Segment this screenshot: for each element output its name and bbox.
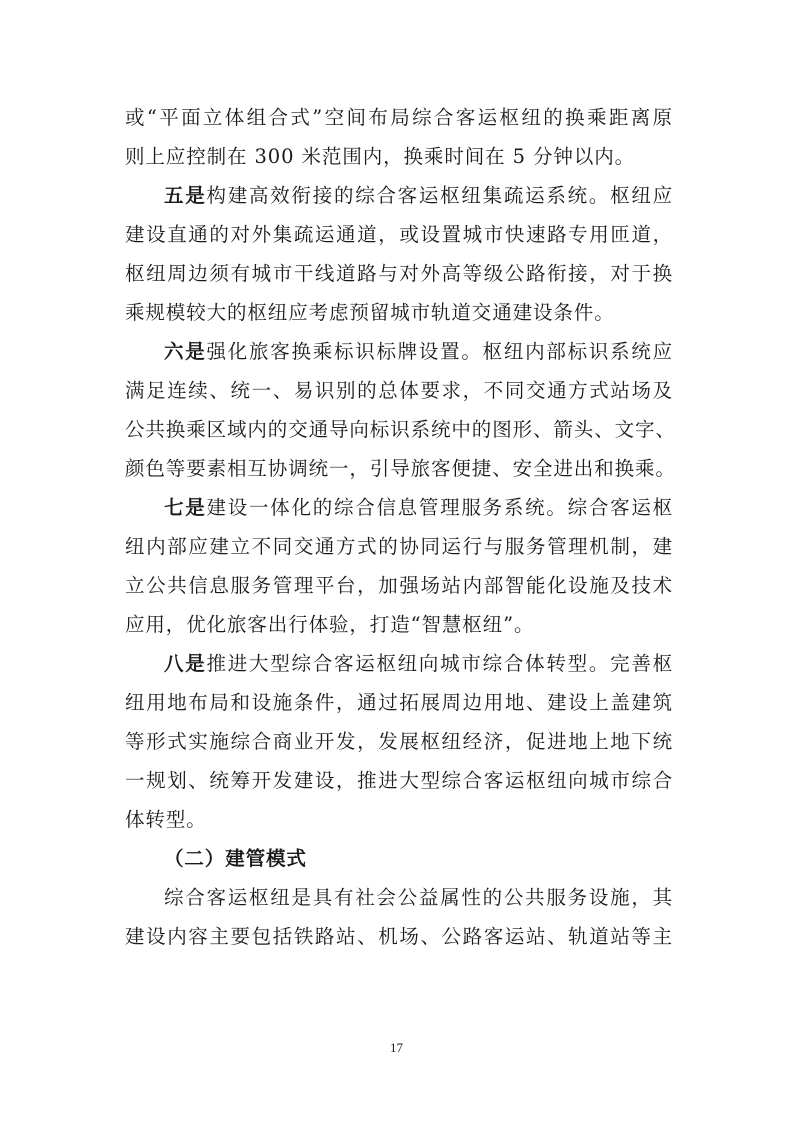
paragraph-lead: 七是 — [164, 496, 207, 519]
paragraph-line: 纽用地布局和设施条件，通过拓展周边用地、建设上盖建筑 — [125, 691, 673, 714]
body-text — [125, 98, 676, 956]
paragraph-line: 建设内容主要包括铁路站、机场、公路客运站、轨道站等主 — [125, 925, 673, 948]
paragraph-line: 纽内部应建立不同交通方式的协同运行与服务管理机制，建 — [125, 535, 673, 558]
paragraph-first-line: 综合客运枢纽是具有社会公益属性的公共服务设施，其 — [164, 886, 673, 909]
paragraph-line: 满足连续、统一、易识别的总体要求，不同交通方式站场及 — [125, 379, 673, 402]
paragraph-line: 等形式实施综合商业开发，发展枢纽经济，促进地上地下统 — [125, 730, 673, 753]
paragraph-line: 立公共信息服务管理平台，加强场站内部智能化设施及技术 — [125, 574, 673, 597]
paragraph-line-text: 强化旅客换乘标识标牌设置。枢纽内部标识系统应 — [206, 340, 673, 363]
page-number: 17 — [390, 1040, 403, 1055]
paragraph-lead: 六是 — [164, 340, 207, 363]
paragraph-lead: 五是 — [164, 184, 207, 207]
paragraph-line: 一规划、统筹开发建设，推进大型综合客运枢纽向城市综合 — [125, 769, 673, 792]
paragraph-line: 公共换乘区域内的交通导向标识系统中的图形、箭头、文字、 — [125, 418, 676, 441]
paragraph-lead: 八是 — [164, 652, 207, 675]
paragraph-line: 或“平面立体组合式”空间布局综合客运枢纽的换乘距离原 — [125, 106, 673, 129]
paragraph-line: 建设直通的对外集疏运通道，或设置城市快速路专用匝道， — [125, 223, 673, 246]
paragraph-line-text: 建设一体化的综合信息管理服务系统。综合客运枢 — [206, 496, 673, 519]
paragraph-line: 乘规模较大的枢纽应考虑预留城市轨道交通建设条件。 — [125, 301, 615, 324]
paragraph-first-line — [125, 488, 673, 527]
paragraph-line-text: 构建高效衔接的综合客运枢纽集疏运系统。枢纽应 — [206, 184, 673, 207]
paragraph-line: 颜色等要素相互协调统一，引导旅客便捷、安全进出和换乘。 — [125, 457, 676, 480]
section-heading: （二）建管模式 — [164, 847, 307, 870]
paragraph-line: 体转型。 — [125, 808, 207, 831]
paragraph-first-line — [125, 644, 673, 683]
paragraph-first-line — [125, 176, 673, 215]
paragraph-line: 则上应控制在 300 米范围内，换乘时间在 5 分钟以内。 — [125, 145, 636, 168]
paragraph-line: 应用，优化旅客出行体验，打造“智慧枢纽”。 — [125, 613, 535, 636]
paragraph-line-text: 推进大型综合客运枢纽向城市综合体转型。完善枢 — [206, 652, 673, 675]
paragraph-first-line — [125, 332, 673, 371]
paragraph-line: 枢纽周边须有城市干线道路与对外高等级公路衔接，对于换 — [125, 262, 673, 285]
